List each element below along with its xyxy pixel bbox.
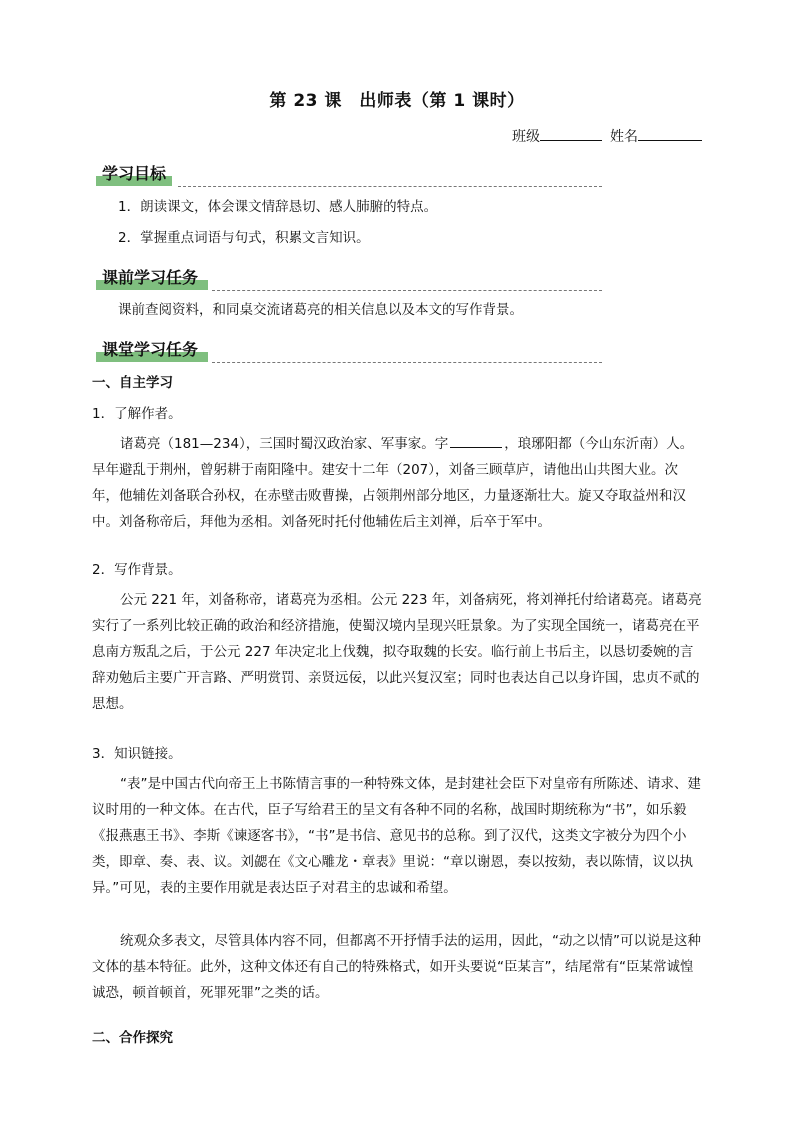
section-heading: 课前学习任务 xyxy=(102,268,199,287)
part-heading: 一、自主学习 xyxy=(92,375,173,391)
knowledge-paragraph-1 xyxy=(92,771,704,901)
goal-item: 1．朗读课文，体会课文情辞恳切、感人肺腑的特点。 xyxy=(118,199,438,215)
background-text: 公元 221 年，刘备称帝，诸葛亮为丞相。公元 223 年，刘备病死，将刘禅托付给诸葛亮。诸葛亮实行了一系列比较正确的政治和经济措施，使蜀汉境内呈现兴旺景象。为了实现全国统一，诸葛亮在平息南方叛乱之后，于公元 227 年决定北上伐魏，拟夺取魏的长安。临行前上书后主，以恳切委婉的言辞劝勉后主要广开言路、严明赏罚、亲贤远佞，以此兴复汉室；同时也表达自己以身许国，忠贞不贰的思想。 xyxy=(92,592,702,712)
student-info-row xyxy=(512,126,702,146)
dashed-divider xyxy=(212,362,602,363)
lesson-title: 第 23 课 出师表（第 1 课时） xyxy=(269,91,525,111)
dashed-divider xyxy=(212,290,602,291)
author-paragraph xyxy=(92,431,704,535)
class-blank[interactable] xyxy=(540,128,602,141)
dashed-divider xyxy=(178,186,602,187)
section-in-class xyxy=(92,332,602,362)
item-heading: 1．了解作者。 xyxy=(92,406,182,422)
knowledge-text-1: “表”是中国古代向帝王上书陈情言事的一种特殊文体，是封建社会臣下对皇帝有所陈述、请求、建议时用的一种文体。在古代，臣子写给君王的呈文有各种不同的名称，战国时期统称为“书”，如乐毅《报燕惠王书》、李斯《谏逐客书》，“书”是书信、意见书的总称。到了汉代，这类文字被分为四个小类，即章、奏、表、议。刘勰在《文心雕龙・章表》里说：“章以谢恩，奏以按劾，表以陈情，议以执异。”可见，表的主要作用就是表达臣子对君主的忠诚和希望。 xyxy=(92,776,701,896)
class-label: 班级 xyxy=(512,129,540,145)
knowledge-paragraph-2 xyxy=(92,928,704,1006)
item-heading: 2．写作背景。 xyxy=(92,562,182,578)
author-text-b: ，琅琊阳都（今山东沂南）人。早年避乱于荆州，曾躬耕于南阳隆中。建安十二年（207），刘备三顾草庐，请他出山共图大业。次年，他辅佐刘备联合孙权，在赤壁击败曹操，占领荆州部分地区，力量逐渐壮大。旋又夺取益州和汉中。刘备称帝后，拜他为丞相。刘备死时托付他辅佐后主刘禅，后卒于军中。 xyxy=(92,436,694,530)
knowledge-text-2: 统观众多表文，尽管具体内容不同，但都离不开抒情手法的运用，因此，“动之以情”可以说是这种文体的基本特征。此外，这种文体还有自己的特殊格式，如开头要说“臣某言”，结尾常有“臣某常诚惶诚恐，顿首顿首，死罪死罪”之类的话。 xyxy=(92,933,701,1001)
background-paragraph xyxy=(92,587,704,717)
section-heading: 学习目标 xyxy=(102,164,167,183)
section-goals xyxy=(92,156,602,186)
pre-class-task: 课前查阅资料，和同桌交流诸葛亮的相关信息以及本文的写作背景。 xyxy=(118,302,523,318)
courtesy-name-blank[interactable] xyxy=(450,435,502,448)
item-heading: 3．知识链接。 xyxy=(92,746,182,762)
name-label: 姓名 xyxy=(610,129,638,145)
name-blank[interactable] xyxy=(638,128,702,141)
section-pre-class xyxy=(92,260,602,290)
part-heading: 二、合作探究 xyxy=(92,1030,173,1046)
author-text-a: 诸葛亮（181—234），三国时蜀汉政治家、军事家。字 xyxy=(120,436,449,452)
goal-item: 2．掌握重点词语与句式，积累文言知识。 xyxy=(118,230,370,246)
section-heading: 课堂学习任务 xyxy=(102,340,199,359)
